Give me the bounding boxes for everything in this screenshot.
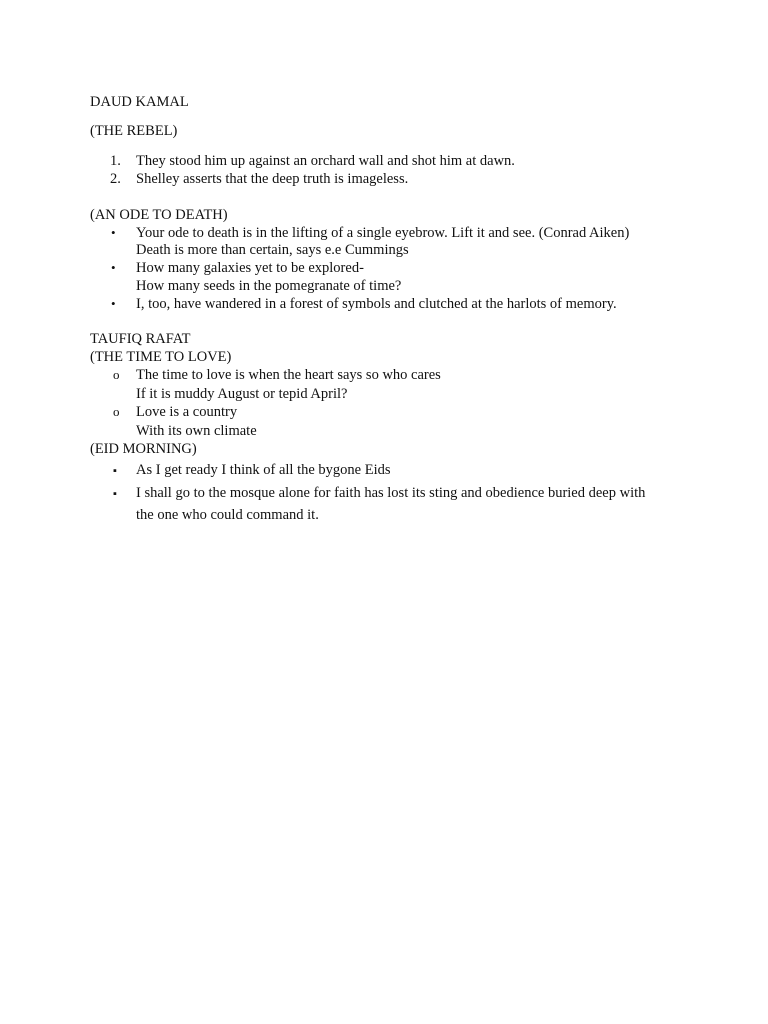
list-item-text: The time to love is when the heart says so who cares <box>136 367 441 383</box>
list-number: 1. <box>110 153 121 169</box>
poem-title-the-rebel: (THE REBEL) <box>90 123 178 139</box>
bullet-icon: • <box>111 225 116 240</box>
hollow-bullet-icon: o <box>113 404 120 419</box>
list-item-text: Love is a country <box>136 404 238 420</box>
poem-title-eid-morning: (EID MORNING) <box>90 441 197 457</box>
square-bullet-icon: ▪ <box>113 488 117 500</box>
list-item-text: I shall go to the mosque alone for faith has lost its sting and obedience buried deep with <box>136 485 646 501</box>
list-item-text: As I get ready I think of all the bygone Eids <box>136 462 391 478</box>
author-heading-daud-kamal: DAUD KAMAL <box>90 94 189 110</box>
list-item-text: Death is more than certain, says e.e Cummings <box>136 242 409 258</box>
list-item-text: the one who could command it. <box>136 507 319 523</box>
list-number: 2. <box>110 171 121 187</box>
author-heading-taufiq-rafat: TAUFIQ RAFAT <box>90 331 191 347</box>
hollow-bullet-icon: o <box>113 367 120 382</box>
list-item-text: With its own climate <box>136 423 257 439</box>
bullet-icon: • <box>111 296 116 311</box>
list-item-text: I, too, have wandered in a forest of symbols and clutched at the harlots of memory. <box>136 296 617 312</box>
square-bullet-icon: ▪ <box>113 465 117 477</box>
list-item-text: Shelley asserts that the deep truth is imageless. <box>136 171 409 187</box>
bullet-icon: • <box>111 260 116 275</box>
list-item-text: How many galaxies yet to be explored- <box>136 260 364 276</box>
list-item-text: Your ode to death is in the lifting of a single eyebrow. Lift it and see. (Conrad Aiken) <box>136 225 630 241</box>
list-item-text: They stood him up against an orchard wall and shot him at dawn. <box>136 153 515 169</box>
poem-title-an-ode-to-death: (AN ODE TO DEATH) <box>90 207 228 223</box>
poem-title-the-time-to-love: (THE TIME TO LOVE) <box>90 349 232 365</box>
list-item-text: How many seeds in the pomegranate of time? <box>136 278 402 294</box>
list-item-text: If it is muddy August or tepid April? <box>136 386 348 402</box>
